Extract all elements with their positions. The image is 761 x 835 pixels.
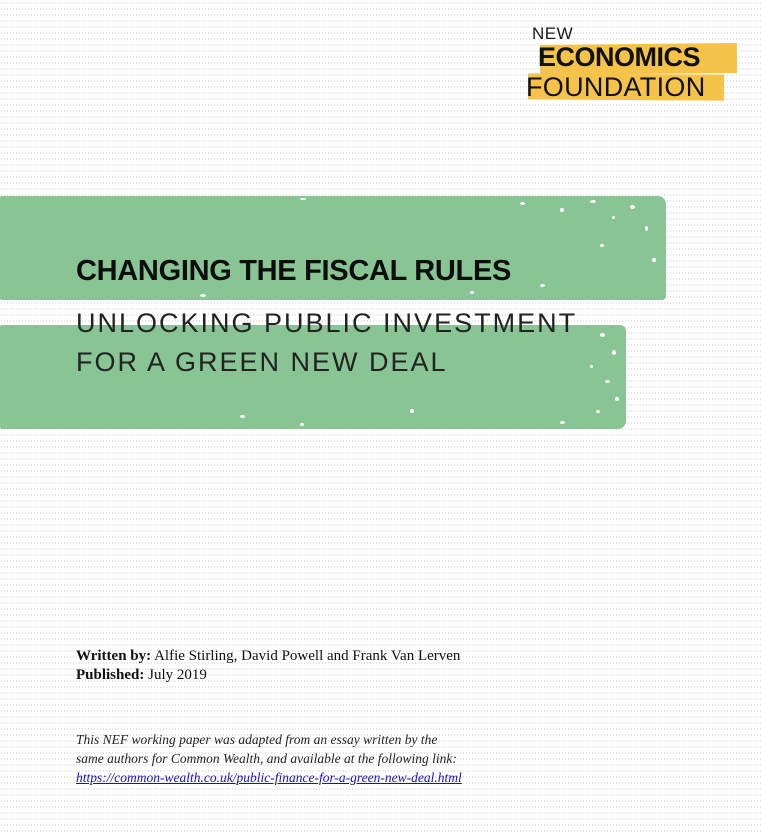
brush-speck: [520, 202, 525, 205]
published-line: [76, 667, 207, 684]
brush-speck: [560, 421, 565, 424]
common-wealth-link[interactable]: https://common-wealth.co.uk/public-finance-for-a-green-new-deal.html: [76, 770, 462, 785]
published-label: Published:: [76, 667, 145, 683]
brush-speck: [200, 294, 206, 297]
authors-value: Alfie Stirling, David Powell and Frank Van Lerven: [154, 648, 461, 664]
brush-speck: [240, 415, 245, 418]
brush-speck: [652, 258, 656, 262]
brush-speck: [300, 198, 306, 200]
logo-line-new: NEW: [532, 24, 574, 43]
brush-speck: [605, 380, 610, 383]
authors-line: [76, 648, 460, 665]
adaptation-note: [76, 730, 462, 787]
nef-logo: [526, 22, 741, 106]
brush-speck: [600, 333, 605, 337]
brush-speck: [630, 205, 635, 209]
brush-speck: [600, 244, 604, 247]
brush-speck: [470, 291, 474, 294]
brush-speck: [590, 200, 596, 203]
document-subtitle-line-1: UNLOCKING PUBLIC INVESTMENT: [76, 308, 578, 338]
written-by-label: Written by:: [76, 648, 152, 664]
published-value: July 2019: [148, 667, 207, 683]
brush-speck: [410, 409, 414, 413]
brush-speck: [612, 216, 615, 219]
brush-speck: [615, 397, 619, 401]
brush-speck: [645, 226, 648, 231]
note-line-1: This NEF working paper was adapted from an essay written by the: [76, 732, 438, 747]
brush-speck: [596, 410, 600, 413]
brush-speck: [300, 423, 304, 426]
brush-speck: [590, 365, 593, 368]
document-title: CHANGING THE FISCAL RULES: [76, 255, 512, 287]
note-line-2: same authors for Common Wealth, and available at the following link:: [76, 751, 457, 766]
brush-speck: [560, 208, 564, 212]
logo-line-foundation: FOUNDATION: [526, 72, 706, 102]
document-subtitle-line-2: FOR A GREEN NEW DEAL: [76, 347, 448, 377]
brush-speck: [540, 284, 545, 287]
logo-line-economics: ECONOMICS: [538, 42, 701, 72]
brush-speck: [612, 350, 616, 355]
